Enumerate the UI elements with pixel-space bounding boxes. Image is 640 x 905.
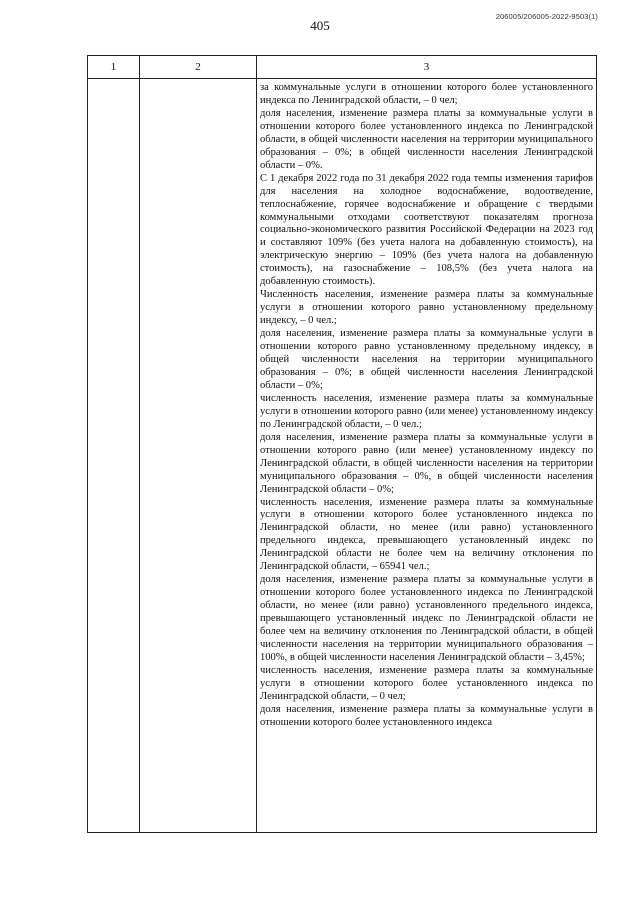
paragraph: доля населения, изменение размера платы за коммунальные услуги в отношении которого более установленного индекса по Ленинградской области, но менее (или равно) установленного предельного индекса, превышающего установленный индекс по Ленинградской области не более чем на величину отклонения по Ленинградской области, в общей численности населения на территории муниципального образования – 100%, в общей численности населения Ленинградской области – 3,45%; (260, 574, 593, 663)
column-header-3: 3 (257, 56, 597, 79)
table-header-row (88, 56, 597, 79)
paragraph: доля населения, изменение размера платы за коммунальные услуги в отношении которого более установленного индекса по Ленинградской области, в общей численности населения на территории муниципального образования – 0%; в общей численности населения Ленинградской области – 0%. (260, 107, 593, 171)
paragraph: численность населения, изменение размера платы за коммунальные услуги в отношении которого более установленного индекса по Ленинградской области, – 0 чел; (260, 664, 593, 702)
paragraph: С 1 декабря 2022 года по 31 декабря 2022 года темпы изменения тарифов для населения на холодное водоснабжение, водоотведение, теплоснабжение, горячее водоснабжение и обращение с твердыми коммунальными отходами соответствуют показателям прогноза социально-экономического развития Российской Федерации на 2023 год и составляют 109% (без учета налога на добавленную стоимость), на электрическую энергию – 109% (без учета налога на добавленную стоимость), на газоснабжение – 108,5% (без учета налога на добавленную стоимость). (260, 172, 593, 288)
paragraph: за коммунальные услуги в отношении которого более установленного индекса по Ленинградской области, – 0 чел; (260, 82, 593, 106)
paragraph: численность населения, изменение размера платы за коммунальные услуги в отношении которого равно (или менее) установленному индексу по Ленинградской области, – 0 чел.; (260, 392, 593, 430)
page-number: 405 (310, 18, 330, 33)
paragraph: Численность населения, изменение размера платы за коммунальные услуги в отношении которого равно установленному предельному индексу, – 0 чел.; (260, 289, 593, 327)
table-row (88, 79, 597, 833)
column-header-1: 1 (88, 56, 140, 79)
empty-cell-col1 (88, 79, 140, 833)
paragraph: доля населения, изменение размера платы за коммунальные услуги в отношении которого равно (или менее) установленному индексу по Ленинградской области, в общей численности населения на территории муниципального образования – 0%, в общей численности населения Ленинградской области – 0%; (260, 431, 593, 495)
paragraph: доля населения, изменение размера платы за коммунальные услуги в отношении которого равно установленному предельному индексу, в общей численности населения на территории муниципального образования – 0%; в общей численности населения Ленинградской области – 0%; (260, 328, 593, 391)
paragraph: численность населения, изменение размера платы за коммунальные услуги в отношении которого более установленного индекса по Ленинградской области, но менее (или равно) установленного предельного индекса, превышающего установленный индекс по Ленинградской области не более чем на величину отклонения по Ленинградской области, – 65941 чел.; (260, 496, 593, 573)
column-header-2: 2 (140, 56, 257, 79)
document-table (87, 55, 597, 833)
text-cell-col3 (257, 79, 597, 833)
paragraph: доля населения, изменение размера платы за коммунальные услуги в отношении которого более установленного индекса (260, 703, 593, 728)
empty-cell-col2 (140, 79, 257, 833)
document-id: 206005/206005-2022-9503(1) (495, 12, 598, 21)
